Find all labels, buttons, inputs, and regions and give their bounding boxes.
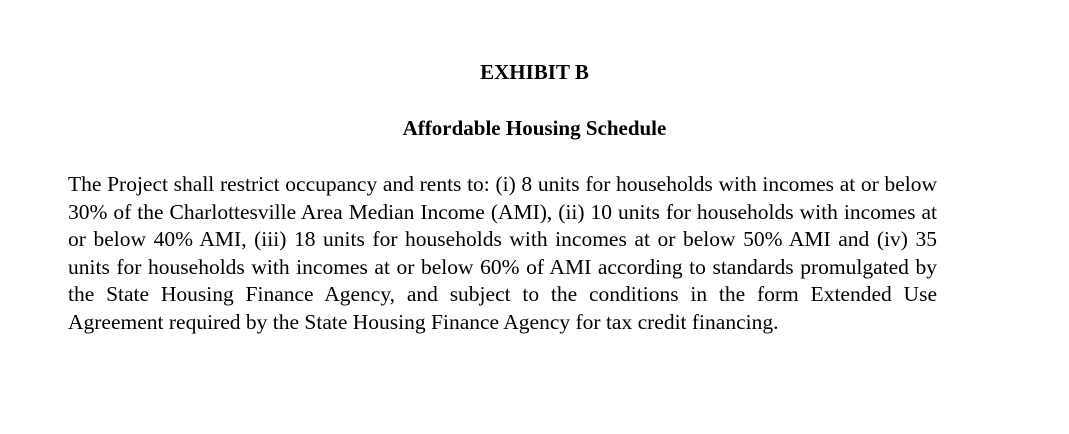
schedule-paragraph: The Project shall restrict occupancy and rents to: (i) 8 units for households with incomes at or below 30% of the Charlottesville Area Median Income (AMI), (ii) 10 units for households with incomes at or below 40% AMI, (iii) 18 units for households with incomes at or below 50% AMI and (iv) 35 units for households with incomes at or below 60% of AMI according to standards promulgated by the State Housing Finance Agency, and subject to the conditions in the form Extended Use Agreement required by the State Housing Finance Agency for tax credit financing. <box>68 172 937 334</box>
exhibit-title: EXHIBIT B <box>480 60 589 84</box>
schedule-title: Affordable Housing Schedule <box>402 116 667 140</box>
